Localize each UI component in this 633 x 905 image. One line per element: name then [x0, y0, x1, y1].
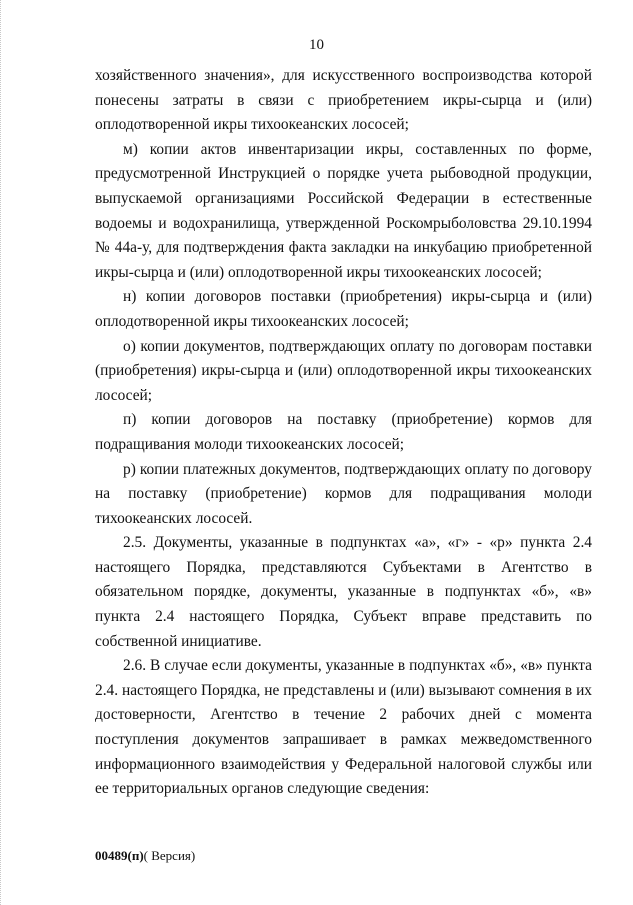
paragraph-continuation: хозяйственного значения», для искусственного воспроизводства которой понесены затраты в связи с приобретением икры-сырца и (или) оплодотворенной икры тихоокеанских лососей;	[95, 67, 592, 134]
scan-edge	[0, 0, 5, 905]
paragraph-section-2-6: 2.6. В случае если документы, указанные в подпунктах «б», «в» пункта 2.4. настоящего Порядка, не представлены и (или) вызывают сомнения в их достоверности, Агентство в течение 2 рабочих дней с момента поступления документов запрашивает в рамках межведомственного информационного взаимодействия у Федеральной налоговой службы или ее территориальных органов следующие сведения:	[95, 657, 592, 798]
document-version: ( Версия)	[143, 848, 196, 863]
paragraph-item-m: м) копии актов инвентаризации икры, составленных по форме, предусмотренной Инструкцией о порядке учета рыбоводной продукции, выпускаемой организациями Российской Федерации в естественные водоемы и водохранилища, утвержденной Роскомрыболовства 29.10.1994 № 44а-у, для подтверждения факта закладки на инкубацию приобретенной икры-сырца и (или) оплодотворенной икры тихоокеанских лососей;	[95, 140, 592, 281]
paragraph-item-o: о) копии документов, подтверждающих оплату по договорам поставки (приобретения) икры-сырца и (или) оплодотворенной икры тихоокеанских лососей;	[95, 337, 592, 404]
paragraph-section-2-5: 2.5. Документы, указанные в подпунктах «а», «г» - «р» пункта 2.4 настоящего Порядка, представляются Субъектами в Агентство в обязательном порядке, документы, указанные в подпунктах «б», «в» пункта 2.4 настоящего Порядка, Субъект вправе представить по собственной инициативе.	[95, 534, 592, 650]
document-code: 00489(п)	[95, 848, 144, 863]
footer	[95, 848, 195, 864]
paragraph-item-r: р) копии платежных документов, подтверждающих оплату по договору на поставку (приобретение) кормов для подращивания молоди тихоокеанских лососей.	[95, 460, 592, 527]
document-body	[95, 64, 592, 802]
paragraph-item-n: н) копии договоров поставки (приобретения) икры-сырца и (или) оплодотворенной икры тихоокеанских лососей;	[95, 288, 592, 330]
paragraph-item-p: п) копии договоров на поставку (приобретение) кормов для подращивания молоди тихоокеанских лососей;	[95, 411, 592, 453]
page-number: 10	[309, 37, 324, 53]
